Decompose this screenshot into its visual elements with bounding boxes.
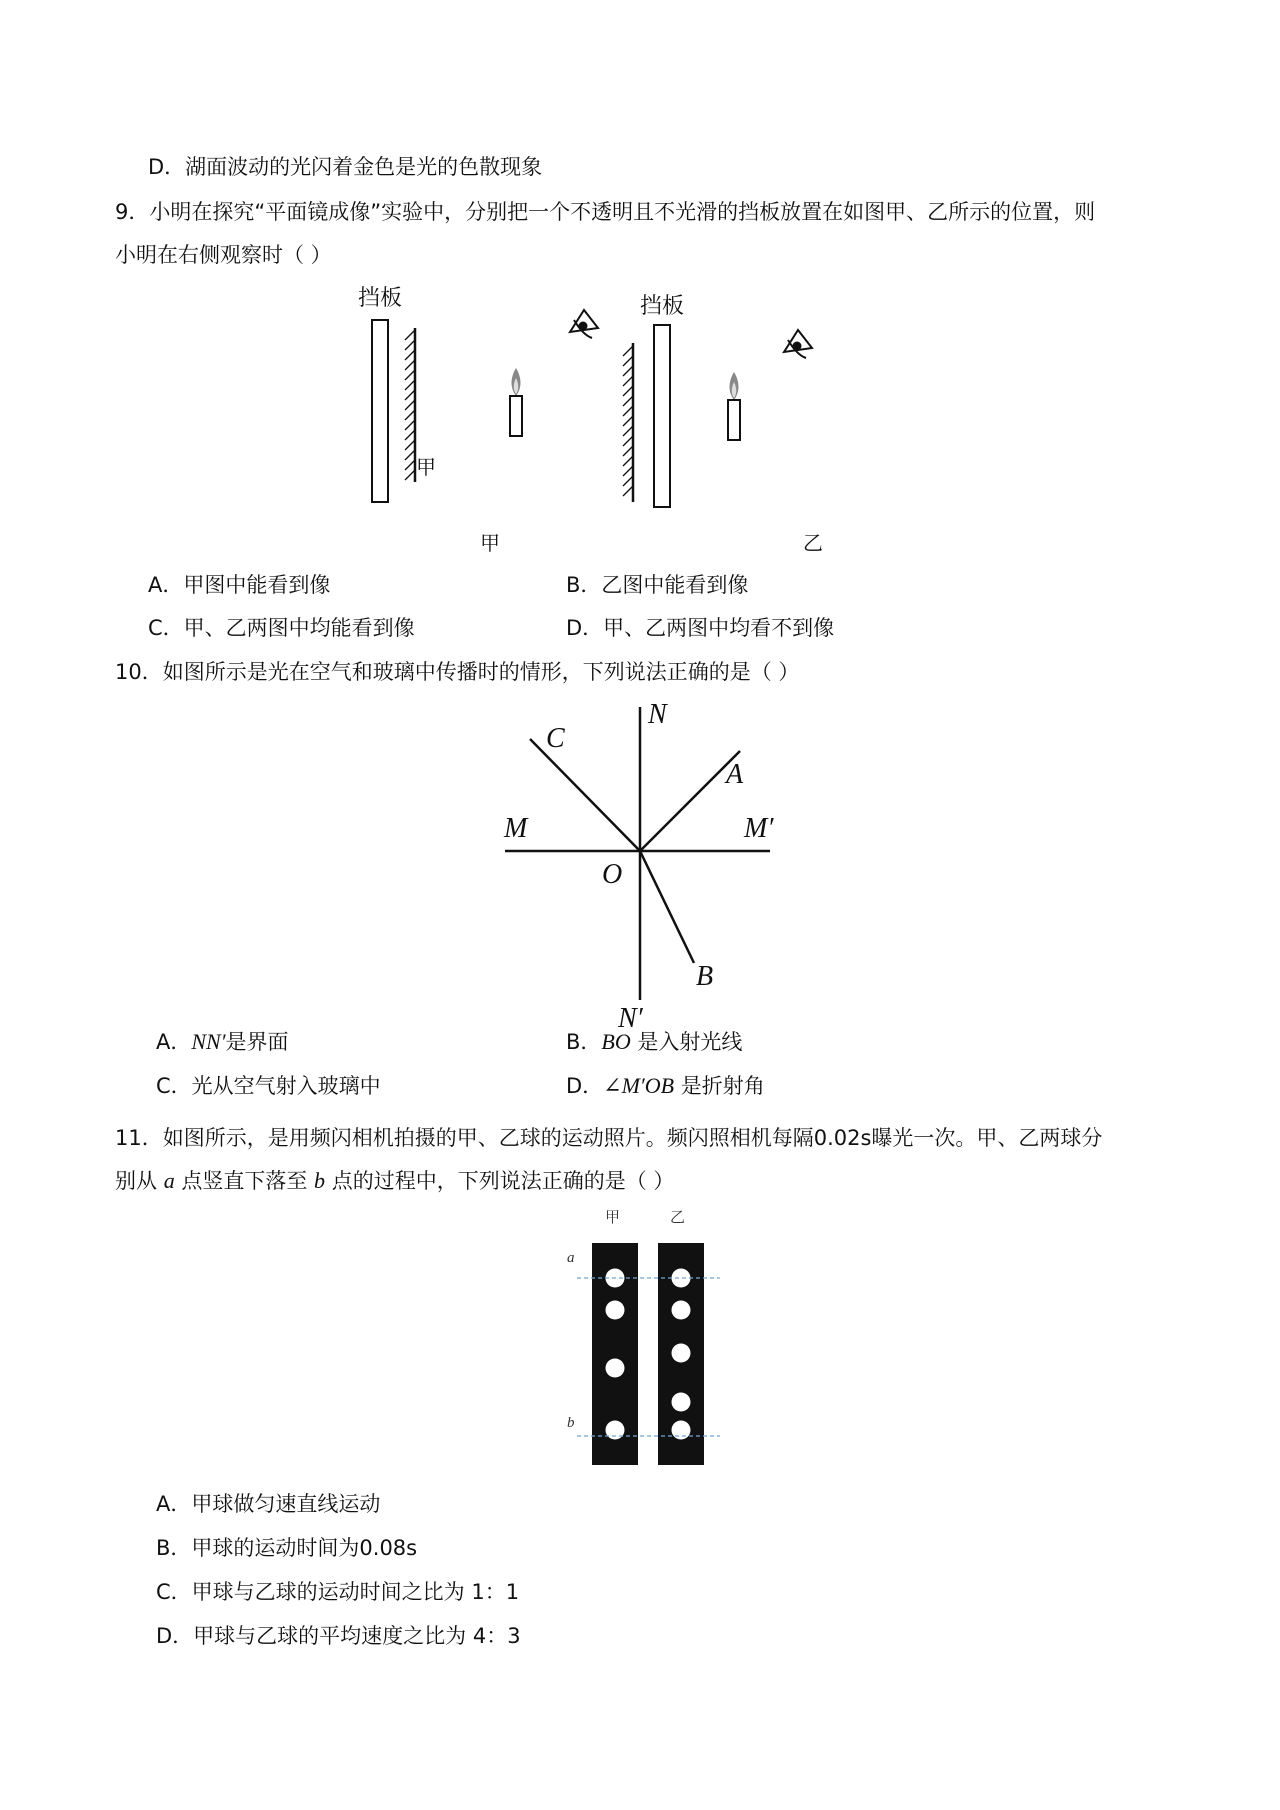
- q9-board-label-left: 挡板: [358, 286, 403, 311]
- q11-stem-line2: [115, 1166, 674, 1196]
- prev-option-d: D．湖面波动的光闪着金色是光的色散现象: [148, 155, 543, 179]
- q10-ray-b: [640, 851, 694, 963]
- q10-label-o: O: [602, 859, 623, 890]
- q9-figure: [340, 280, 940, 560]
- q9-board-label-right: 挡板: [640, 294, 685, 319]
- q9-eye-right-icon: [784, 330, 812, 358]
- q10-ray-c: [530, 739, 640, 851]
- q11-ball-yi: [672, 1301, 691, 1320]
- q9-board-left: [372, 320, 388, 502]
- q10-option-a[interactable]: [156, 1027, 289, 1057]
- q10-option-a-label: A．: [156, 1030, 192, 1054]
- q11-label-jia: 甲: [605, 1208, 621, 1226]
- q9-board-right: [654, 325, 670, 507]
- q10-label-a: A: [726, 759, 744, 790]
- q11-option-b[interactable]: B．甲球的运动时间为0.08s: [156, 1536, 418, 1560]
- q9-caption-left: 甲: [416, 455, 436, 479]
- q10-option-d-symbol: ∠M′OB: [603, 1073, 675, 1098]
- q11-label-a: a: [567, 1250, 575, 1266]
- q10-label-n: N: [648, 699, 667, 730]
- q10-option-d-label: D．: [566, 1074, 604, 1098]
- q11-ball-yi: [672, 1421, 691, 1440]
- q10-figure: [490, 695, 790, 1030]
- q10-option-c-label: C．: [156, 1074, 192, 1098]
- q9-candle-left: [510, 396, 522, 436]
- q10-label-m-prime: M′: [744, 813, 774, 844]
- q10-stem: 10．如图所示是光在空气和玻璃中传播时的情形，下列说法正确的是（ ）: [115, 660, 800, 684]
- q9-option-b[interactable]: B．乙图中能看到像: [566, 573, 749, 597]
- q10-label-b: B: [696, 961, 714, 992]
- q11-ball-jia: [606, 1301, 625, 1320]
- q9-option-d[interactable]: D．甲、乙两图中均看不到像: [566, 616, 835, 640]
- q11-ball-jia: [606, 1359, 625, 1378]
- q10-option-b[interactable]: [566, 1027, 742, 1057]
- q9-eye-left-icon: [570, 310, 598, 338]
- q9-mirror-left-hatch: [405, 330, 415, 480]
- q10-option-d[interactable]: [566, 1071, 765, 1101]
- q9-stem-line2: 小明在右侧观察时（ ）: [115, 243, 332, 267]
- q11-figure: [555, 1200, 730, 1470]
- q11-stem-point-b: b: [314, 1168, 326, 1193]
- q9-option-a[interactable]: A．甲图中能看到像: [148, 573, 331, 597]
- q11-stem-text-1: 别从: [115, 1169, 164, 1193]
- q11-option-c[interactable]: C．甲球与乙球的运动时间之比为 1：1: [156, 1580, 520, 1604]
- q9-caption-yi: 乙: [803, 531, 823, 555]
- q11-label-b: b: [567, 1415, 575, 1431]
- q11-label-yi: 乙: [670, 1208, 686, 1226]
- q10-option-b-symbol: BO: [601, 1029, 631, 1054]
- q10-option-b-text: 是入射光线: [630, 1030, 743, 1054]
- q11-option-d[interactable]: D．甲球与乙球的平均速度之比为 4：3: [156, 1624, 521, 1648]
- q9-option-c[interactable]: C．甲、乙两图中均能看到像: [148, 616, 415, 640]
- q10-label-m: M: [504, 813, 528, 844]
- q9-candle-right: [728, 400, 740, 440]
- q11-stem-text-3: 点的过程中，下列说法正确的是（ ）: [325, 1169, 675, 1193]
- q10-option-c[interactable]: [156, 1071, 381, 1101]
- q11-option-a[interactable]: A．甲球做匀速直线运动: [156, 1492, 381, 1516]
- q9-stem-line1: 9．小明在探究“平面镜成像”实验中，分别把一个不透明且不光滑的挡板放置在如图甲、乙所示的位置，则: [115, 200, 1096, 224]
- q10-option-a-text: 是界面: [225, 1030, 289, 1054]
- q11-ball-yi: [672, 1344, 691, 1363]
- q10-label-n-prime: N′: [618, 1003, 643, 1030]
- q11-ball-yi: [672, 1393, 691, 1412]
- q9-mirror-right-hatch: [623, 346, 633, 496]
- q10-option-a-symbol: NN′: [191, 1029, 226, 1054]
- q9-caption-jia: 甲: [480, 531, 500, 555]
- q11-ball-jia: [606, 1421, 625, 1440]
- q11-ball-yi: [672, 1269, 691, 1288]
- q11-stem-point-a: a: [163, 1168, 175, 1193]
- q10-option-d-text: 是折射角: [674, 1074, 765, 1098]
- q11-stem-line1: 11．如图所示，是用频闪相机拍摄的甲、乙球的运动照片。频闪照相机每隔0.02s曝光一次。甲、乙两球分: [115, 1126, 1103, 1150]
- q11-stem-text-2: 点竖直下落至: [174, 1169, 315, 1193]
- q10-option-b-label: B．: [566, 1030, 602, 1054]
- q10-ray-a: [640, 751, 740, 851]
- q10-option-c-text: 光从空气射入玻璃中: [191, 1074, 381, 1098]
- q10-label-c: C: [546, 723, 565, 754]
